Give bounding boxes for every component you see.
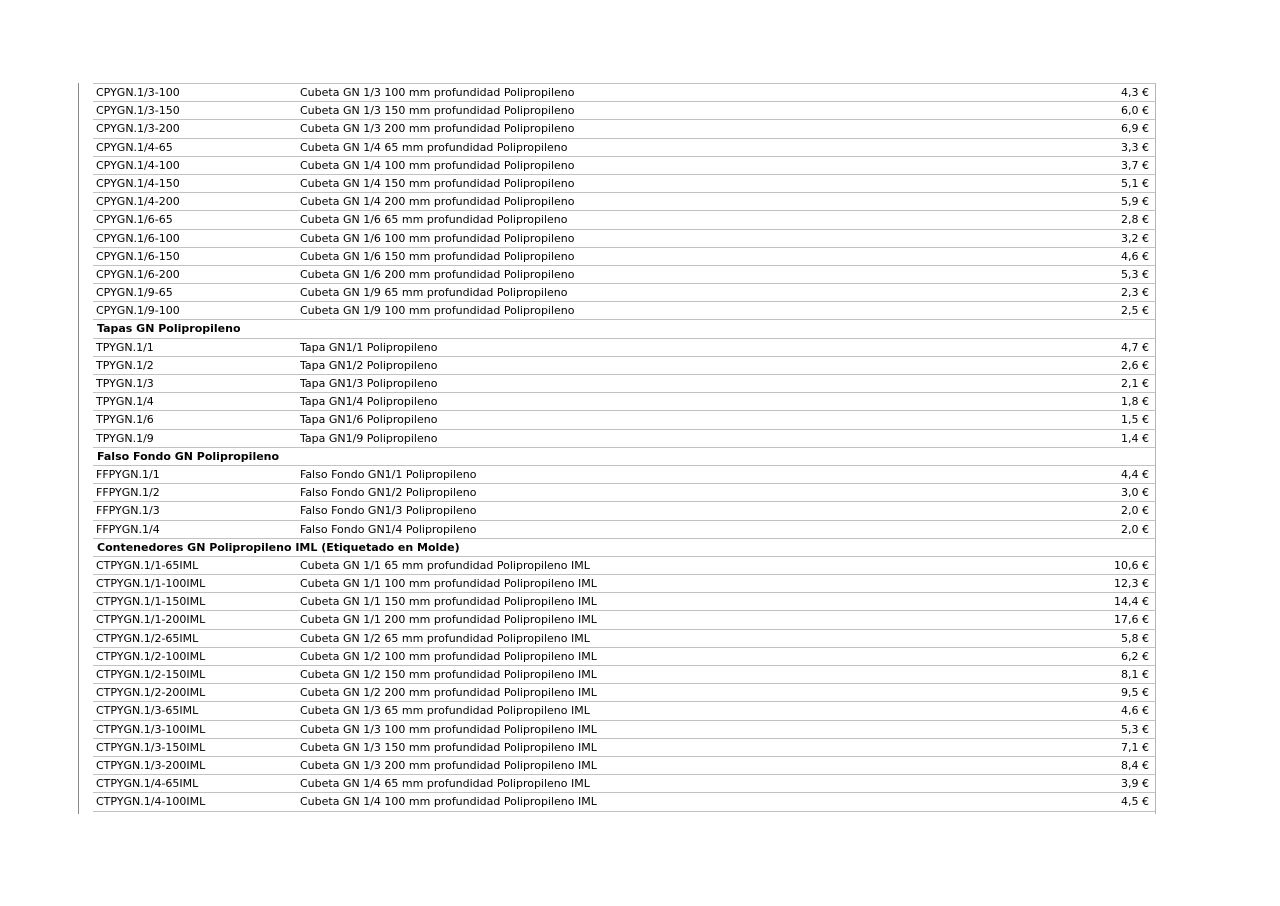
product-description: Cubeta GN 1/3 65 mm profundidad Polipropileno IML bbox=[300, 704, 590, 718]
product-price: 1,4 € bbox=[1121, 431, 1149, 445]
product-description: Cubeta GN 1/6 65 mm profundidad Polipropileno bbox=[300, 213, 568, 227]
product-description: Cubeta GN 1/1 65 mm profundidad Polipropileno IML bbox=[300, 558, 590, 572]
product-description: Cubeta GN 1/2 150 mm profundidad Polipropileno IML bbox=[300, 668, 597, 681]
product-code: TPYGN.1/2 bbox=[96, 358, 154, 372]
product-price: 10,6 € bbox=[1114, 558, 1149, 572]
product-description: Cubeta GN 1/4 150 mm profundidad Polipropileno bbox=[300, 176, 575, 190]
product-code: FFPYGN.1/4 bbox=[96, 522, 160, 536]
table-row bbox=[93, 702, 1155, 720]
table-row bbox=[93, 721, 1155, 739]
product-price: 6,0 € bbox=[1121, 104, 1149, 118]
product-code: CPYGN.1/4-150 bbox=[96, 176, 180, 190]
product-code: CPYGN.1/6-100 bbox=[96, 231, 180, 245]
product-description: Cubeta GN 1/1 150 mm profundidad Polipropileno IML bbox=[300, 595, 597, 609]
product-description: Cubeta GN 1/1 100 mm profundidad Polipropileno IML bbox=[300, 577, 597, 591]
product-description: Cubeta GN 1/3 100 mm profundidad Polipropileno IML bbox=[300, 722, 597, 736]
table-row bbox=[93, 521, 1155, 539]
product-code: TPYGN.1/4 bbox=[96, 395, 154, 409]
product-description: Tapa GN1/3 Polipropileno bbox=[300, 377, 438, 390]
table-row bbox=[93, 466, 1155, 484]
table-row bbox=[93, 757, 1155, 775]
product-description: Cubeta GN 1/3 100 mm profundidad Polipropileno bbox=[300, 86, 575, 99]
product-description: Tapa GN1/1 Polipropileno bbox=[300, 340, 438, 354]
product-price: 12,3 € bbox=[1114, 577, 1149, 591]
table-row bbox=[93, 357, 1155, 375]
product-code: CTPYGN.1/1-150IML bbox=[96, 595, 206, 609]
product-code: CTPYGN.1/4-100IML bbox=[96, 795, 206, 809]
table-row bbox=[93, 684, 1155, 702]
product-description: Falso Fondo GN1/3 Polipropileno bbox=[300, 504, 477, 518]
table-row bbox=[93, 411, 1155, 429]
product-code: CPYGN.1/6-150 bbox=[96, 249, 180, 263]
table-row bbox=[93, 739, 1155, 757]
table-row bbox=[93, 230, 1155, 248]
product-code: FFPYGN.1/2 bbox=[96, 486, 160, 500]
product-description: Cubeta GN 1/2 200 mm profundidad Polipropileno IML bbox=[300, 686, 597, 700]
product-description: Tapa GN1/4 Polipropileno bbox=[300, 395, 438, 409]
product-code: CTPYGN.1/3-65IML bbox=[96, 704, 199, 718]
product-code: CPYGN.1/3-150 bbox=[96, 104, 180, 118]
product-price: 4,6 € bbox=[1121, 249, 1149, 263]
product-price: 8,4 € bbox=[1121, 758, 1149, 772]
product-description: Falso Fondo GN1/4 Polipropileno bbox=[300, 522, 477, 536]
product-price: 6,9 € bbox=[1121, 122, 1149, 136]
table-row bbox=[93, 557, 1155, 575]
product-code: CTPYGN.1/2-150IML bbox=[96, 668, 206, 681]
product-description: Cubeta GN 1/2 100 mm profundidad Polipropileno IML bbox=[300, 649, 597, 663]
product-code: CPYGN.1/4-200 bbox=[96, 195, 180, 209]
table-row bbox=[93, 102, 1155, 120]
product-description: Tapa GN1/6 Polipropileno bbox=[300, 413, 438, 427]
product-description: Cubeta GN 1/6 200 mm profundidad Polipropileno bbox=[300, 267, 575, 281]
product-price: 4,4 € bbox=[1121, 467, 1149, 481]
section-header-row bbox=[93, 320, 1155, 338]
product-description: Cubeta GN 1/4 100 mm profundidad Polipropileno bbox=[300, 158, 575, 172]
section-title: Contenedores GN Polipropileno IML (Etiquetado en Molde) bbox=[97, 540, 460, 554]
table-row bbox=[93, 193, 1155, 211]
product-price: 5,9 € bbox=[1121, 195, 1149, 209]
product-description: Cubeta GN 1/3 200 mm profundidad Polipropileno bbox=[300, 122, 575, 136]
table-row bbox=[93, 302, 1155, 320]
product-description: Cubeta GN 1/3 150 mm profundidad Polipropileno bbox=[300, 104, 575, 118]
product-code: CTPYGN.1/4-65IML bbox=[96, 777, 199, 791]
product-description: Falso Fondo GN1/2 Polipropileno bbox=[300, 486, 477, 500]
product-code: CTPYGN.1/2-100IML bbox=[96, 649, 206, 663]
product-description: Cubeta GN 1/4 200 mm profundidad Polipropileno bbox=[300, 195, 575, 209]
product-description: Cubeta GN 1/3 150 mm profundidad Polipropileno IML bbox=[300, 740, 597, 754]
page-left-border bbox=[78, 83, 79, 814]
table-row bbox=[93, 375, 1155, 393]
product-price: 5,3 € bbox=[1121, 267, 1149, 281]
product-code: CTPYGN.1/1-100IML bbox=[96, 577, 206, 591]
product-code: CPYGN.1/4-65 bbox=[96, 140, 173, 154]
product-code: FFPYGN.1/3 bbox=[96, 504, 160, 518]
table-row bbox=[93, 84, 1155, 102]
product-price: 3,7 € bbox=[1121, 158, 1149, 172]
table-row bbox=[93, 593, 1155, 611]
product-price: 5,1 € bbox=[1121, 176, 1149, 190]
product-code: CPYGN.1/3-100 bbox=[96, 86, 180, 99]
table-row bbox=[93, 430, 1155, 448]
section-title: Tapas GN Polipropileno bbox=[97, 322, 241, 336]
product-price: 3,2 € bbox=[1121, 231, 1149, 245]
product-price: 3,9 € bbox=[1121, 777, 1149, 791]
section-header-row bbox=[93, 448, 1155, 466]
product-code: CPYGN.1/9-65 bbox=[96, 286, 173, 300]
product-code: CTPYGN.1/1-65IML bbox=[96, 558, 199, 572]
table-row bbox=[93, 157, 1155, 175]
product-code: FFPYGN.1/1 bbox=[96, 467, 160, 481]
table-row bbox=[93, 339, 1155, 357]
product-code: CTPYGN.1/1-200IML bbox=[96, 613, 206, 627]
product-description: Cubeta GN 1/2 65 mm profundidad Polipropileno IML bbox=[300, 631, 590, 645]
table-row bbox=[93, 248, 1155, 266]
product-code: CTPYGN.1/2-200IML bbox=[96, 686, 206, 700]
product-price: 1,8 € bbox=[1121, 395, 1149, 409]
table-row bbox=[93, 139, 1155, 157]
product-price: 2,3 € bbox=[1121, 286, 1149, 300]
product-code: CTPYGN.1/3-200IML bbox=[96, 758, 206, 772]
product-description: Tapa GN1/9 Polipropileno bbox=[300, 431, 438, 445]
product-code: TPYGN.1/1 bbox=[96, 340, 154, 354]
product-price: 2,1 € bbox=[1121, 377, 1149, 390]
product-price: 14,4 € bbox=[1114, 595, 1149, 609]
table-row bbox=[93, 120, 1155, 138]
product-price: 4,3 € bbox=[1121, 86, 1149, 99]
section-header-row bbox=[93, 539, 1155, 557]
product-description: Cubeta GN 1/4 65 mm profundidad Polipropileno bbox=[300, 140, 568, 154]
product-description: Cubeta GN 1/9 100 mm profundidad Polipropileno bbox=[300, 304, 575, 318]
product-price: 9,5 € bbox=[1121, 686, 1149, 700]
product-description: Cubeta GN 1/6 100 mm profundidad Polipropileno bbox=[300, 231, 575, 245]
product-description: Cubeta GN 1/4 100 mm profundidad Polipropileno IML bbox=[300, 795, 597, 809]
product-price: 3,3 € bbox=[1121, 140, 1149, 154]
product-price: 3,0 € bbox=[1121, 486, 1149, 500]
product-price: 2,0 € bbox=[1121, 504, 1149, 518]
product-code: CTPYGN.1/2-65IML bbox=[96, 631, 199, 645]
table-row bbox=[93, 611, 1155, 629]
table-row bbox=[93, 266, 1155, 284]
product-code: TPYGN.1/3 bbox=[96, 377, 154, 390]
product-price: 4,6 € bbox=[1121, 704, 1149, 718]
product-price: 6,2 € bbox=[1121, 649, 1149, 663]
product-code: CPYGN.1/4-100 bbox=[96, 158, 180, 172]
product-price: 4,7 € bbox=[1121, 340, 1149, 354]
product-code: CTPYGN.1/3-100IML bbox=[96, 722, 206, 736]
table-row bbox=[93, 484, 1155, 502]
product-price: 2,6 € bbox=[1121, 358, 1149, 372]
product-description: Falso Fondo GN1/1 Polipropileno bbox=[300, 467, 477, 481]
table-row bbox=[93, 575, 1155, 593]
product-price: 2,0 € bbox=[1121, 522, 1149, 536]
table-row bbox=[93, 666, 1155, 684]
product-price: 7,1 € bbox=[1121, 740, 1149, 754]
page-right-border bbox=[1155, 83, 1156, 814]
table-row bbox=[93, 393, 1155, 411]
product-price: 1,5 € bbox=[1121, 413, 1149, 427]
product-code: CTPYGN.1/3-150IML bbox=[96, 740, 206, 754]
product-price: 2,8 € bbox=[1121, 213, 1149, 227]
product-code: CPYGN.1/6-200 bbox=[96, 267, 180, 281]
product-price: 17,6 € bbox=[1114, 613, 1149, 627]
product-description: Cubeta GN 1/6 150 mm profundidad Polipropileno bbox=[300, 249, 575, 263]
price-table bbox=[93, 83, 1155, 812]
product-description: Cubeta GN 1/3 200 mm profundidad Polipropileno IML bbox=[300, 758, 597, 772]
product-description: Tapa GN1/2 Polipropileno bbox=[300, 358, 438, 372]
section-title: Falso Fondo GN Polipropileno bbox=[97, 449, 280, 463]
table-row bbox=[93, 211, 1155, 229]
product-description: Cubeta GN 1/9 65 mm profundidad Polipropileno bbox=[300, 286, 568, 300]
table-row bbox=[93, 284, 1155, 302]
product-code: TPYGN.1/9 bbox=[96, 431, 154, 445]
table-row bbox=[93, 793, 1155, 811]
table-row bbox=[93, 175, 1155, 193]
product-price: 5,3 € bbox=[1121, 722, 1149, 736]
table-row bbox=[93, 648, 1155, 666]
product-code: CPYGN.1/9-100 bbox=[96, 304, 180, 318]
product-price: 4,5 € bbox=[1121, 795, 1149, 809]
table-row bbox=[93, 775, 1155, 793]
product-description: Cubeta GN 1/4 65 mm profundidad Polipropileno IML bbox=[300, 777, 590, 791]
product-code: CPYGN.1/6-65 bbox=[96, 213, 173, 227]
product-price: 2,5 € bbox=[1121, 304, 1149, 318]
table-row bbox=[93, 630, 1155, 648]
product-code: CPYGN.1/3-200 bbox=[96, 122, 180, 136]
product-price: 5,8 € bbox=[1121, 631, 1149, 645]
product-price: 8,1 € bbox=[1121, 668, 1149, 681]
product-description: Cubeta GN 1/1 200 mm profundidad Polipropileno IML bbox=[300, 613, 597, 627]
table-row bbox=[93, 502, 1155, 520]
product-code: TPYGN.1/6 bbox=[96, 413, 154, 427]
